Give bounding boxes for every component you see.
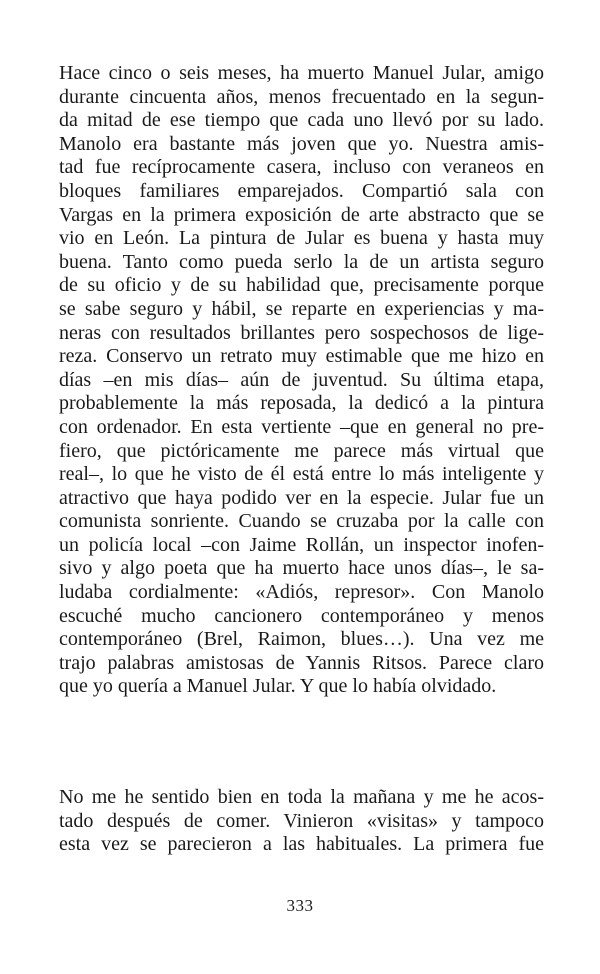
text-line: real–, lo que he visto de él está entre lo más inteligente y bbox=[59, 463, 544, 486]
text-line: probablemente la más reposada, la dedicó a la pintura bbox=[59, 392, 544, 415]
text-line: tad fue recíprocamente casera, incluso con veraneos en bbox=[59, 156, 544, 179]
text-line: tado después de comer. Vinieron «visitas» y tampoco bbox=[59, 809, 544, 832]
text-line: bloques familiares emparejados. Compartió sala con bbox=[59, 179, 544, 202]
text-line: días –en mis días– aún de juventud. Su última etapa, bbox=[59, 368, 544, 391]
text-line: esta vez se parecieron a las habituales. La primera fue bbox=[59, 833, 544, 856]
text-line: da mitad de ese tiempo que cada uno llevó por su lado. bbox=[59, 109, 544, 132]
text-line: Manolo era bastante más joven que yo. Nuestra amis- bbox=[59, 132, 544, 155]
text-line: buena. Tanto como pueda serlo la de un artista seguro bbox=[59, 250, 544, 273]
text-line: trajo palabras amistosas de Yannis Ritsos. Parece claro bbox=[59, 651, 544, 674]
text-line: con ordenador. En esta vertiente –que en general no pre- bbox=[59, 415, 544, 438]
text-line: de su oficio y de su habilidad que, precisamente porque bbox=[59, 274, 544, 297]
text-line: Vargas en la primera exposición de arte abstracto que se bbox=[59, 203, 544, 226]
text-line: sivo y algo poeta que ha muerto hace unos días–, le sa- bbox=[59, 557, 544, 580]
text-line: comunista sonriente. Cuando se cruzaba por la calle con bbox=[59, 510, 544, 533]
paragraph-visitas bbox=[59, 786, 544, 857]
text-line: contemporáneo (Brel, Raimon, blues…). Una vez me bbox=[59, 628, 544, 651]
text-line: Hace cinco o seis meses, ha muerto Manuel Jular, amigo bbox=[59, 62, 544, 84]
paragraph-jular bbox=[59, 62, 544, 699]
text-line: se sabe seguro y hábil, se reparte en experiencias y ma- bbox=[59, 297, 544, 320]
text-line: neras con resultados brillantes pero sospechosos de lige- bbox=[59, 321, 544, 344]
text-line: reza. Conservo un retrato muy estimable que me hizo en bbox=[59, 345, 544, 368]
text-line: que yo quería a Manuel Jular. Y que lo había olvidado. bbox=[59, 675, 497, 698]
text-line: ludaba cordialmente: «Adiós, represor». Con Manolo bbox=[59, 581, 544, 604]
text-line: escuché mucho cancionero contemporáneo y menos bbox=[59, 604, 544, 627]
text-line: un policía local –con Jaime Rollán, un inspector inofen- bbox=[59, 533, 544, 556]
text-line: atractivo que haya podido ver en la especie. Jular fue un bbox=[59, 486, 544, 509]
text-line: durante cincuenta años, menos frecuentado en la segun- bbox=[59, 85, 544, 108]
page-number: 333 bbox=[286, 896, 314, 915]
text-line: fiero, que pictóricamente me parece más virtual que bbox=[59, 439, 544, 462]
text-line: vio en León. La pintura de Jular es buena y hasta muy bbox=[59, 227, 544, 250]
text-line: No me he sentido bien en toda la mañana y me he acos- bbox=[59, 786, 544, 808]
